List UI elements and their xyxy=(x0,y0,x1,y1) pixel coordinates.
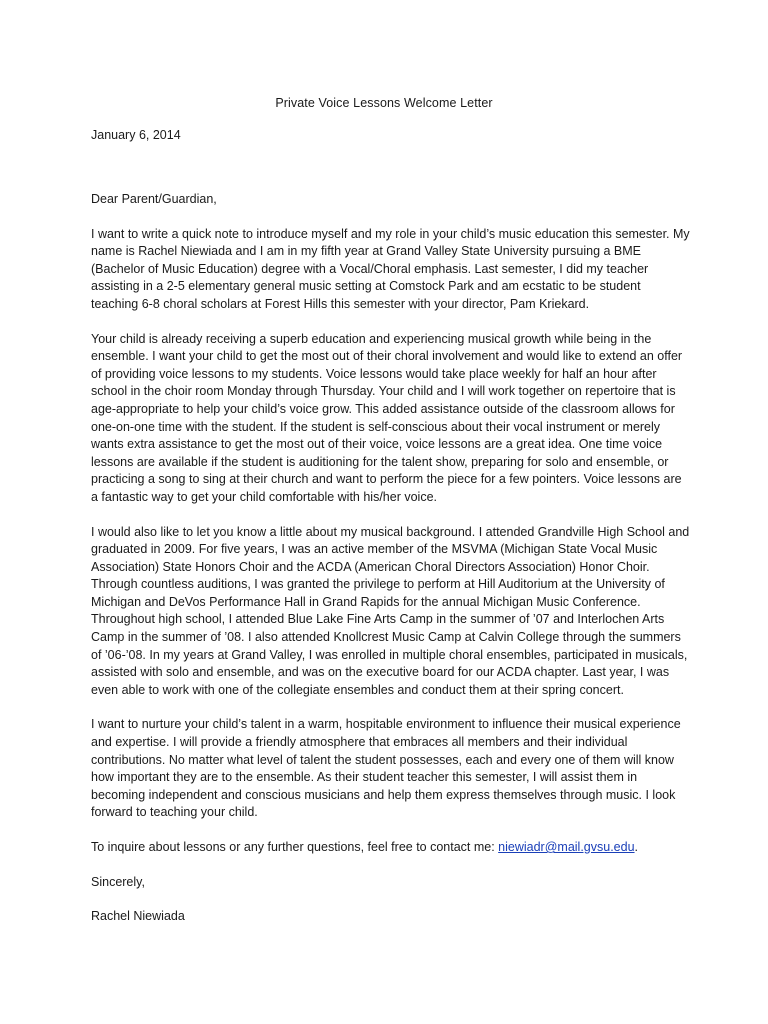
closing: Sincerely, xyxy=(91,874,145,889)
signature-name: Rachel Niewiada xyxy=(91,909,185,924)
contact-line xyxy=(91,839,691,857)
letter-date: January 6, 2014 xyxy=(91,128,181,142)
contact-text: To inquire about lessons or any further questions, feel free to contact me: xyxy=(91,840,499,854)
greeting: Dear Parent/Guardian, xyxy=(91,192,217,206)
contact-email-link[interactable]: niewiadr@mail.gvsu.edu xyxy=(498,840,635,854)
contact-end: . xyxy=(634,840,639,854)
letter-body xyxy=(91,191,691,943)
paragraph-voice-lessons: Your child is already receiving a superb education and experiencing musical growth while being in the ensemble. I want your child to get the most out of their choral involvement and would like to extend an offer of providing voice lessons to my students. Voice lessons would take place weekly for half an hour after school in the choir room Monday through Thursday. Your child and I will work together on repertoire that is age-appropriate to help your child’s voice grow. This added assistance outside of the classroom allows for one-on-one time with the student. If the student is self-conscious about their vocal instrument or merely wants extra assistance to get the most out of their voice, voice lessons are a great idea. One time voice lessons are available if the student is auditioning for the talent show, preparing for solo and ensemble, or practicing a song to sing at their church and want to perform the piece for a few pointers. Voice lessons are a fantastic way to get your child comfortable with his/her voice. xyxy=(91,331,683,504)
paragraph-nurture-talent: I want to nurture your child’s talent in a warm, hospitable environment to influence their musical experience and expertise. I will provide a friendly atmosphere that embraces all members and their individual contributions. No matter what level of talent the student possesses, each and every one of them will know how important they are to the ensemble. As their student teacher this semester, I will assist them in becoming independent and conscious musicians and help them express themselves through music. I look forward to teaching your child. xyxy=(91,717,681,820)
paragraph-introduction: I want to write a quick note to introduce myself and my role in your child’s music education this semester. My name is Rachel Niewiada and I am in my fifth year at Grand Valley State University pursuing a BME (Bachelor of Music Education) degree with a Vocal/Choral emphasis. Last semester, I did my teacher assisting in a 2-5 elementary general music setting at Comstock Park and am ecstatic to be student teaching 6-8 choral scholars at Forest Hills this semester with your director, Pam Kriekard. xyxy=(91,226,690,311)
letter-title: Private Voice Lessons Welcome Letter xyxy=(275,96,493,110)
paragraph-musical-background: I would also like to let you know a little about my musical background. I attended Grandville High School and graduated in 2009. For five years, I was an active member of the MSVMA (Michigan State Vocal Music Association) State Honors Choir and the ACDA (American Choral Directors Association) Honor Choir. Through countless auditions, I was granted the privilege to perform at Hill Auditorium at the University of Michigan and DeVos Performance Hall in Grand Rapids for the annual Michigan Music Conference. Throughout high school, I attended Blue Lake Fine Arts Camp in the summer of ’07 and Interlochen Arts Camp in the summer of ’08. I also attended Knollcrest Music Camp at Calvin College through the summers of ’06-’08. In my years at Grand Valley, I was enrolled in multiple choral ensembles, participated in musicals, assisted with solo and ensemble, and was on the executive board for our ACDA chapter. Last year, I was even able to work with one of the collegiate ensembles and conduct them at their spring concert. xyxy=(91,524,690,697)
